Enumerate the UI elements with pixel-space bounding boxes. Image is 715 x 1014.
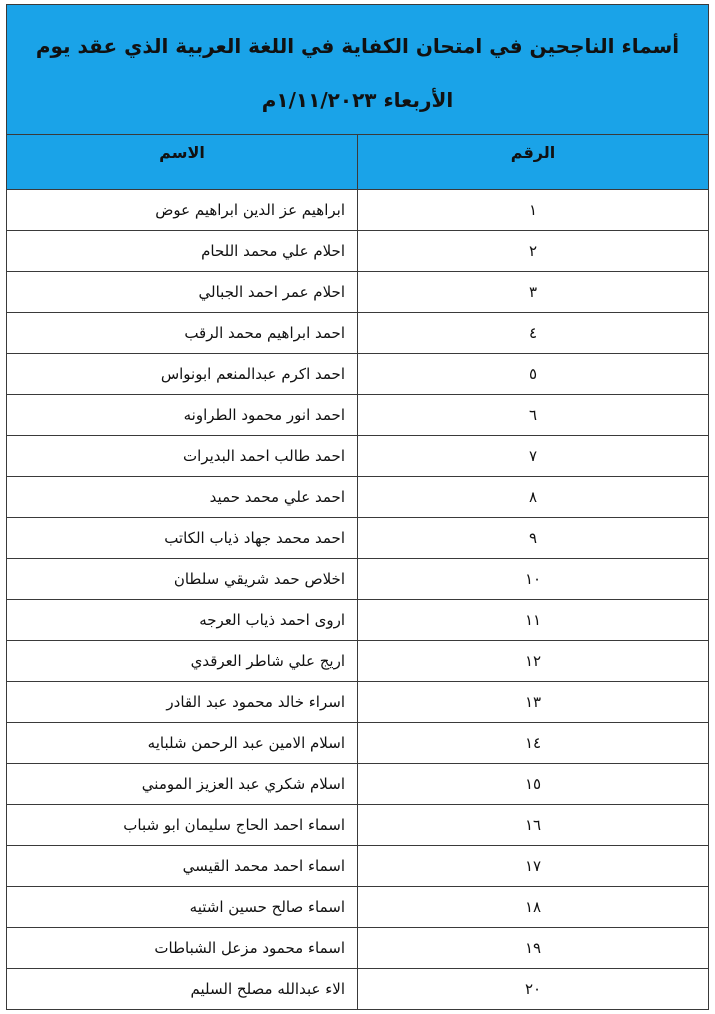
row-number: ١٦ [358, 805, 709, 846]
row-number: ٤ [358, 313, 709, 354]
table-row [7, 928, 709, 969]
row-name: اسلام شكري عبد العزيز المومني [7, 764, 358, 805]
table-row [7, 272, 709, 313]
row-number: ١٠ [358, 559, 709, 600]
row-number: ٦ [358, 395, 709, 436]
row-name: احمد طالب احمد البديرات [7, 436, 358, 477]
row-number: ١٨ [358, 887, 709, 928]
table-row [7, 231, 709, 272]
row-number: ١ [358, 190, 709, 231]
row-name: احمد اكرم عبدالمنعم ابونواس [7, 354, 358, 395]
results-table [6, 4, 709, 1010]
header-row [7, 135, 709, 190]
row-name: الاء عبدالله مصلح السليم [7, 969, 358, 1010]
header-number: الرقم [358, 135, 709, 190]
table-row [7, 723, 709, 764]
header-name: الاسم [7, 135, 358, 190]
table-row [7, 969, 709, 1010]
row-name: احلام علي محمد اللحام [7, 231, 358, 272]
title-line-1: أسماء الناجحين في امتحان الكفاية في اللغة العربية الذي عقد يوم [35, 33, 680, 58]
table-title [7, 5, 709, 135]
row-name: احلام عمر احمد الجبالي [7, 272, 358, 313]
row-name: ابراهيم عز الدين ابراهيم عوض [7, 190, 358, 231]
table-row [7, 559, 709, 600]
row-name: اريج علي شاطر العرقدي [7, 641, 358, 682]
table-body [7, 190, 709, 1010]
row-number: ١٥ [358, 764, 709, 805]
row-name: اسماء صالح حسين اشتيه [7, 887, 358, 928]
row-number: ٣ [358, 272, 709, 313]
row-number: ١٤ [358, 723, 709, 764]
table-row [7, 641, 709, 682]
row-name: اسلام الامين عبد الرحمن شلبايه [7, 723, 358, 764]
table-row [7, 764, 709, 805]
row-name: اخلاص حمد شريقي سلطان [7, 559, 358, 600]
table-row [7, 436, 709, 477]
table-row [7, 190, 709, 231]
row-number: ١٧ [358, 846, 709, 887]
table-row [7, 354, 709, 395]
row-name: اسماء محمود مزعل الشباطات [7, 928, 358, 969]
row-name: اسماء احمد الحاج سليمان ابو شباب [7, 805, 358, 846]
row-name: احمد علي محمد حميد [7, 477, 358, 518]
row-number: ١٣ [358, 682, 709, 723]
table-row [7, 805, 709, 846]
row-name: احمد انور محمود الطراونه [7, 395, 358, 436]
row-number: ١١ [358, 600, 709, 641]
title-line-2: الأربعاء ١/١١/٢٠٢٣م [261, 87, 454, 112]
table-row [7, 477, 709, 518]
row-number: ١٢ [358, 641, 709, 682]
table-row [7, 682, 709, 723]
row-number: ٢٠ [358, 969, 709, 1010]
row-number: ٩ [358, 518, 709, 559]
row-number: ١٩ [358, 928, 709, 969]
row-number: ٥ [358, 354, 709, 395]
table-row [7, 518, 709, 559]
row-number: ٢ [358, 231, 709, 272]
table-row [7, 313, 709, 354]
row-name: اسراء خالد محمود عبد القادر [7, 682, 358, 723]
table-row [7, 600, 709, 641]
table-row [7, 395, 709, 436]
row-name: احمد ابراهيم محمد الرقب [7, 313, 358, 354]
row-number: ٨ [358, 477, 709, 518]
table-row [7, 887, 709, 928]
row-number: ٧ [358, 436, 709, 477]
row-name: اروى احمد ذياب العرجه [7, 600, 358, 641]
row-name: احمد محمد جهاد ذياب الكاتب [7, 518, 358, 559]
row-name: اسماء احمد محمد القيسي [7, 846, 358, 887]
table-row [7, 846, 709, 887]
